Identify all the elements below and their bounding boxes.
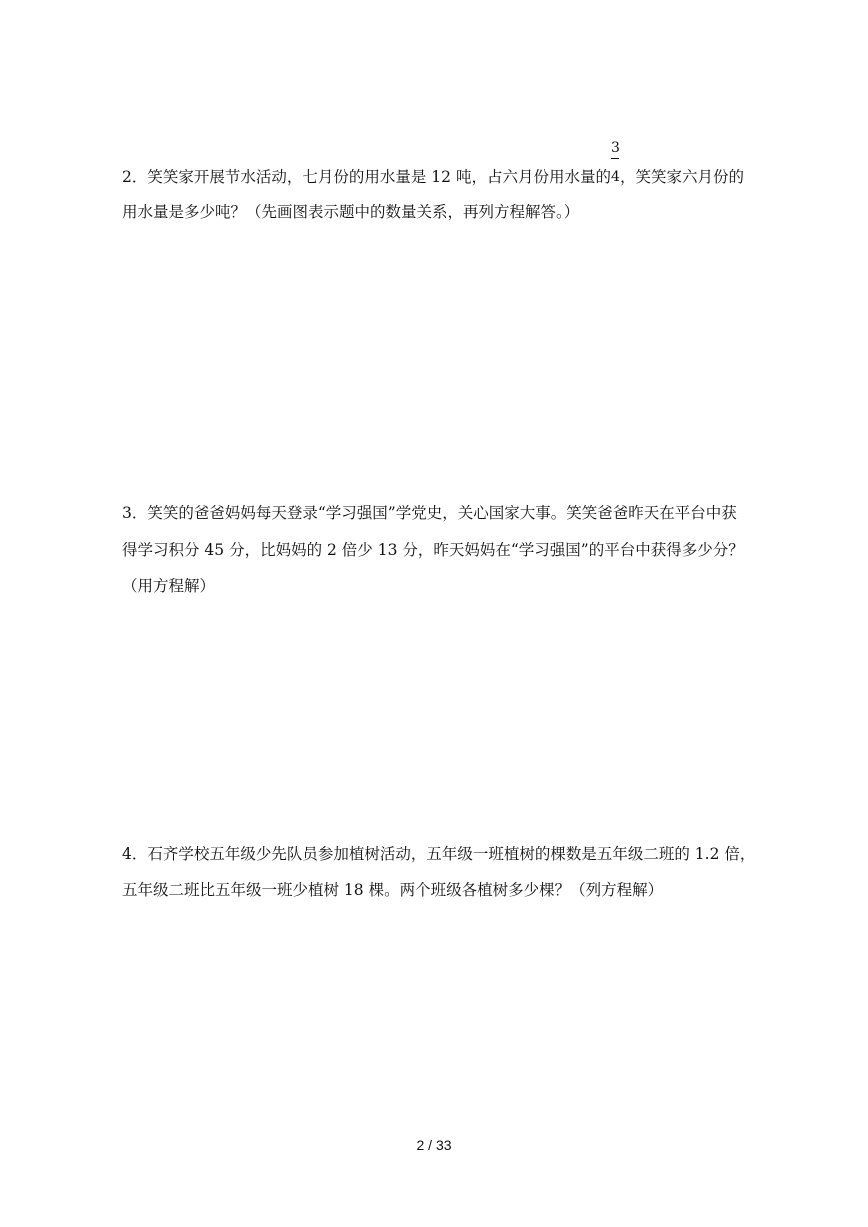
question-2-line-1 [122, 140, 744, 187]
fraction-bar [611, 158, 619, 159]
question-2-text-after-fraction: ，笑笑家六月份的 [619, 168, 744, 186]
question-3-line-1 [122, 503, 737, 523]
question-3-line-3: （用方程解） [122, 577, 216, 595]
question-4-text: 石齐学校五年级少先队员参加植树活动，五年级一班植树的棵数是五年级二班的 1.2 倍， [147, 845, 756, 863]
question-4-line-2: 五年级二班比五年级一班少植树 18 棵。两个班级各植树多少棵？（列方程解） [122, 881, 664, 899]
question-3-text: 笑笑的爸爸妈妈每天登录“学习强国”学党史，关心国家大事。笑笑爸爸昨天在平台中获 [147, 504, 737, 522]
question-2-text-before-fraction: 笑笑家开展节水活动，七月份的用水量是 12 吨，占六月份用水量的 [147, 168, 611, 186]
page-number: 2 / 33 [416, 1137, 452, 1153]
question-4-number: 4． [122, 845, 148, 863]
question-2-number: 2． [122, 168, 148, 186]
fraction-numerator: 3 [610, 140, 620, 156]
question-3-line-2: 得学习积分 45 分，比妈妈的 2 倍少 13 分，昨天妈妈在“学习强国”的平台中获得多少分？ [122, 541, 744, 559]
fraction-three-quarters [610, 140, 620, 187]
fraction-denominator: 4 [610, 169, 620, 185]
question-4-line-1 [122, 844, 755, 864]
question-3-number: 3． [122, 504, 148, 522]
question-2-line-2: 用水量是多少吨？（先画图表示题中的数量关系，再列方程解答。） [122, 203, 580, 221]
